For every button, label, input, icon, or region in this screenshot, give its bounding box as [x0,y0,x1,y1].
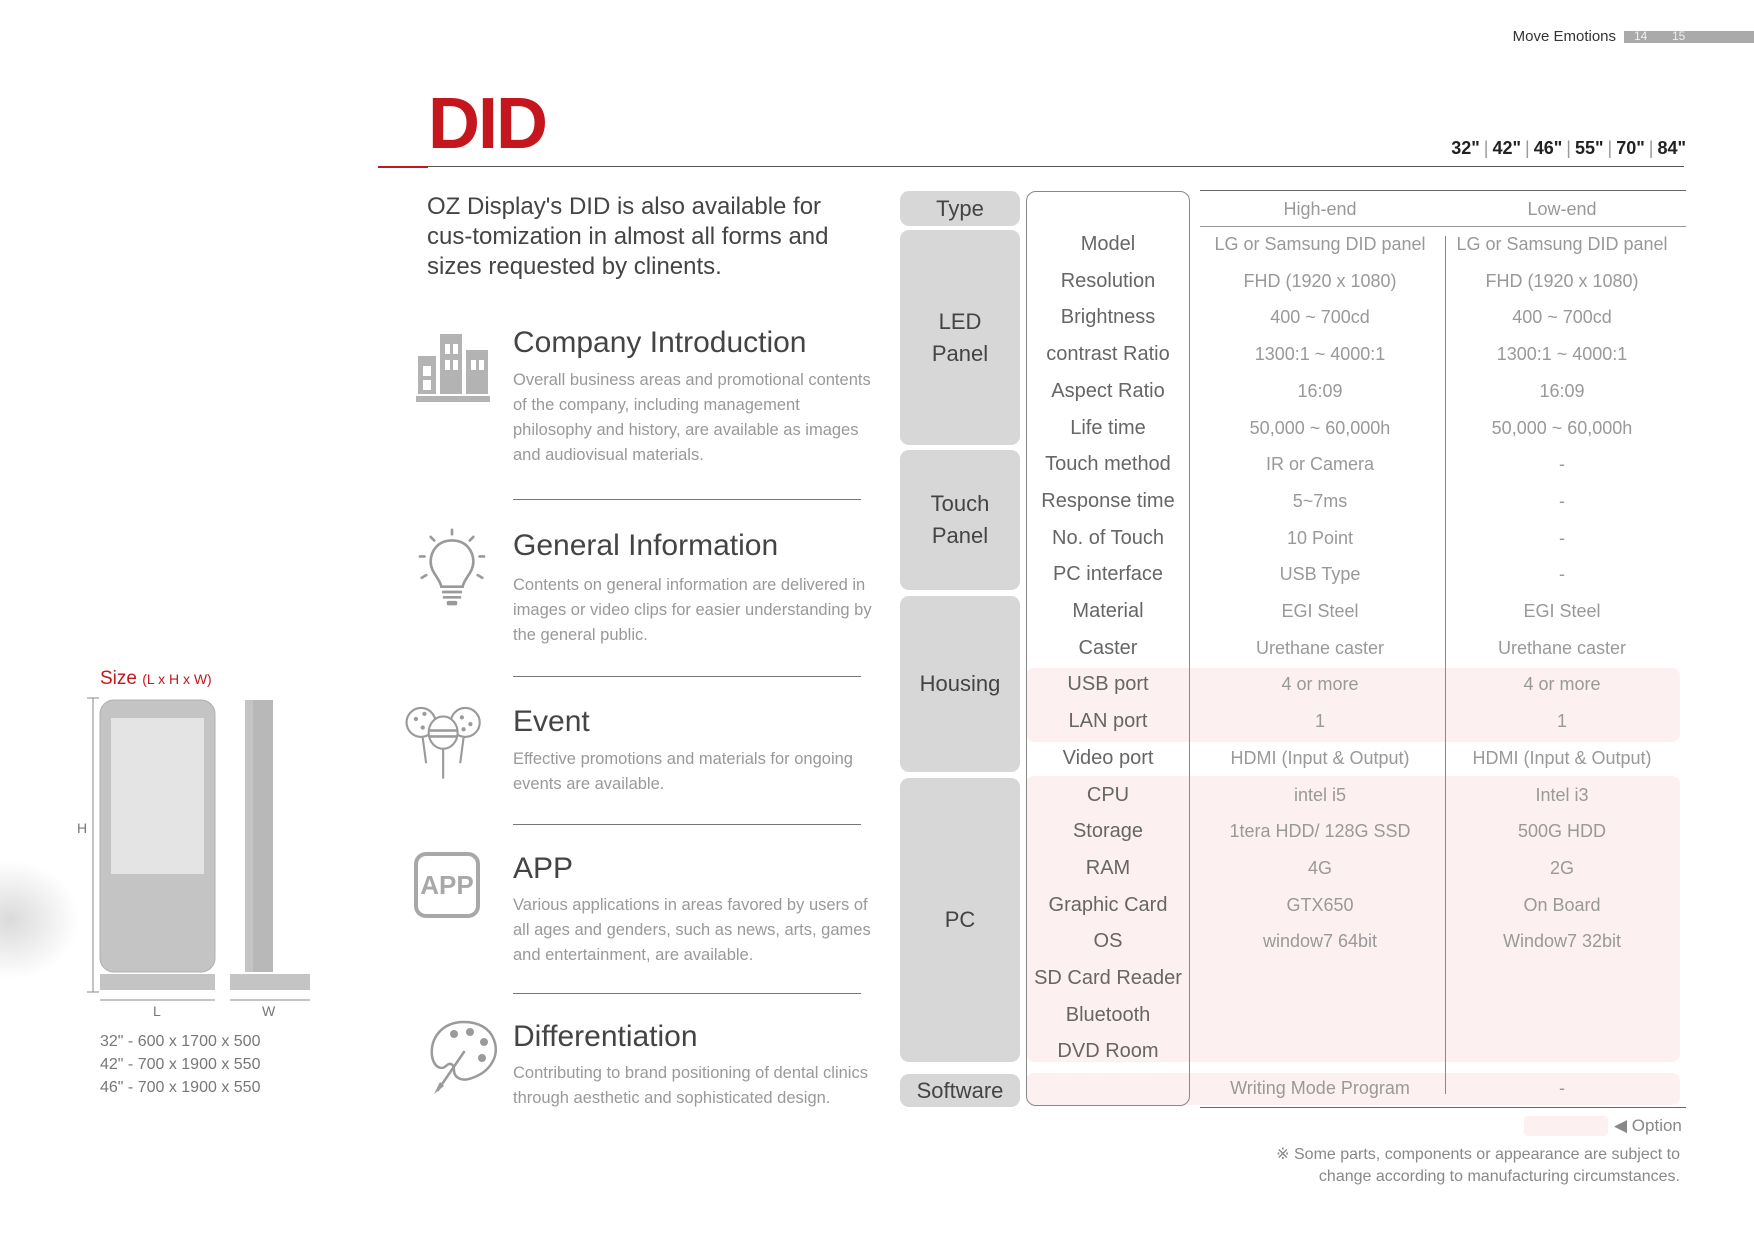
size-option: 32" [1451,138,1480,158]
size-option: 46" [1533,138,1563,158]
category-software: Software [900,1074,1020,1107]
option-legend: ◀ Option [1614,1116,1682,1135]
lightbulb-icon [412,528,492,608]
spec-row-label: PC interface [1052,563,1164,585]
spec-row-label: Material [1072,600,1144,622]
spec-cell-low-end: EGI Steel [1523,601,1601,621]
spec-row-label: LAN port [1068,710,1148,732]
feature-title: General Information [513,529,779,562]
feature-description: Overall business areas and promotional contents of the company, including management philosophy and history, are available as images and audiovisual materials. [513,371,871,464]
spec-row-label: Bluetooth [1065,1004,1151,1026]
spec-row-label: Video port [1062,747,1154,769]
feature-divider [513,676,861,677]
feature-title: Differentiation [513,1020,698,1053]
spec-cell-high-end: 16:09 [1297,381,1343,401]
spec-cell-high-end: 4 or more [1281,674,1359,694]
spec-cell-high-end: 1tera HDD/ 128G SSD [1229,821,1411,841]
disclaimer-line: change according to manufacturing circumstances. [1318,1168,1680,1185]
dimension-w: W [262,1003,276,1019]
feature-title: Company Introduction [513,326,807,359]
spec-cell-low-end [1447,960,1677,997]
spec-cell-high-end: LG or Samsung DID panel [1214,234,1426,254]
spec-cell-low-end: 1 [1556,711,1567,731]
spec-cell-high-end [1205,960,1435,997]
spec-cell-low-end: 4 or more [1523,674,1601,694]
spec-cell-low-end: 500G HDD [1517,821,1607,841]
spec-row-label [1026,1070,1190,1107]
column-header-low-end: Low-end [1527,199,1597,219]
feature-divider [513,824,861,825]
palette-icon [424,1016,504,1096]
spec-cell-high-end: 1300:1 ~ 4000:1 [1254,344,1386,364]
spec-cell-low-end: HDMI (Input & Output) [1472,748,1652,768]
feature-divider [513,499,861,500]
spec-cell-low-end: - [1559,564,1565,584]
kiosk-diagram [75,690,315,1020]
dimension-l: L [153,1003,161,1019]
spec-cell-low-end: 16:09 [1539,381,1585,401]
feature-description: Contents on general information are delivered in images or video clips for easier understanding by the general public. [513,576,872,644]
size-label-unit: (L x H x W) [142,671,212,687]
category-touch-panel: Touch Panel [900,450,1020,590]
spec-cell-low-end: - [1559,454,1565,474]
spec-row-label: Touch method [1045,453,1171,475]
title-accent-line [378,166,428,168]
feature-description: Various applications in areas favored by users of all ages and genders, such as news, arts, games and entertainment, are available. [513,896,871,964]
spec-cell-low-end: FHD (1920 x 1080) [1485,271,1639,291]
title-divider [428,166,1684,167]
intro-text: OZ Display's DID is also available for cus-tomization in almost all forms and sizes requested by clinents. [427,193,829,280]
category-type: Type [900,191,1020,226]
spec-row-label: Storage [1072,820,1144,842]
size-option: 70" [1616,138,1645,158]
page-number-left: 14 [1634,29,1648,43]
spec-cell-high-end [1205,997,1435,1034]
spec-row-label: Model [1080,233,1136,255]
spec-cell-low-end: 50,000 ~ 60,000h [1491,418,1633,438]
spec-cell-high-end: USB Type [1279,564,1361,584]
table-bottom-line [1200,1107,1686,1108]
size-list-item: 42" - 700 x 1900 x 550 [100,1056,261,1073]
spec-cell-low-end: - [1559,1078,1565,1098]
option-swatch [1524,1116,1608,1136]
spec-row-label: DVD Room [1057,1040,1159,1062]
spec-cell-high-end: intel i5 [1293,785,1347,805]
spec-row-label: Brightness [1060,306,1156,328]
spec-cell-low-end: 1300:1 ~ 4000:1 [1496,344,1628,364]
size-options: 32" | 42" | 46" | 55" | 70" | 84" [1451,138,1686,158]
spec-cell-low-end: 2G [1549,858,1574,878]
spec-row-label: Resolution [1060,270,1156,292]
spec-cell-high-end: 50,000 ~ 60,000h [1249,418,1391,438]
page-title: DID [428,84,546,164]
spec-cell-high-end: IR or Camera [1265,454,1375,474]
column-header-high-end: High-end [1283,199,1357,219]
spec-cell-low-end: - [1559,528,1565,548]
size-list-item: 46" - 700 x 1900 x 550 [100,1079,261,1096]
spec-row-label: USB port [1067,673,1149,695]
spec-cell-high-end: HDMI (Input & Output) [1230,748,1410,768]
spec-cell-low-end [1447,1033,1677,1070]
spec-cell-high-end: FHD (1920 x 1080) [1243,271,1397,291]
spec-cell-low-end: Intel i3 [1535,785,1589,805]
size-option: 42" [1492,138,1521,158]
feature-title: APP [513,852,574,885]
spec-cell-low-end: Window7 32bit [1502,931,1622,951]
spec-row-label: SD Card Reader [1034,967,1182,989]
category-housing: Housing [900,596,1020,772]
column-divider [1445,236,1446,1094]
spec-row-label: contrast Ratio [1046,343,1170,365]
building-icon [414,328,494,408]
category-pc: PC [900,778,1020,1062]
app-icon: APP [414,852,480,918]
spec-row-label: Response time [1041,490,1175,512]
spec-cell-high-end: GTX650 [1286,895,1354,915]
spec-cell-high-end [1205,1033,1435,1070]
dimension-h: H [77,820,88,836]
spec-row-label: Aspect Ratio [1051,380,1165,402]
shadow-decoration [0,860,80,980]
spec-cell-high-end: Writing Mode Program [1230,1078,1410,1098]
spec-row-label: Life time [1070,417,1146,439]
spec-cell-low-end [1447,997,1677,1034]
size-label-text: Size [100,668,137,689]
page-number-right: 15 [1672,29,1686,43]
size-label [100,668,212,690]
spec-row-label: No. of Touch [1052,527,1164,549]
spec-cell-low-end: - [1559,491,1565,511]
feature-title: Event [513,705,590,738]
feature-description: Effective promotions and materials for ongoing events are available. [513,750,853,793]
brand-tagline: Move Emotions [1512,28,1616,45]
spec-row-label: RAM [1085,857,1131,879]
balloons-icon [404,702,484,782]
spec-row-label: Graphic Card [1048,894,1168,916]
spec-row-label: Caster [1078,637,1138,659]
spec-cell-low-end: LG or Samsung DID panel [1456,234,1668,254]
size-option: 84" [1657,138,1686,158]
spec-cell-high-end: 10 Point [1286,528,1354,548]
spec-cell-high-end: Urethane caster [1255,638,1385,658]
spec-cell-low-end: On Board [1523,895,1601,915]
feature-divider [513,993,861,994]
feature-description: Contributing to brand positioning of dental clinics through aesthetic and sophisticated design. [513,1064,868,1107]
spec-cell-high-end: EGI Steel [1281,601,1359,621]
spec-cell-high-end: 5~7ms [1292,491,1348,511]
spec-row-label: OS [1093,930,1123,952]
spec-cell-low-end: Urethane caster [1497,638,1627,658]
category-led-panel: LED Panel [900,230,1020,445]
size-list [100,1030,260,1099]
size-list-item: 32" - 600 x 1700 x 500 [100,1033,261,1050]
disclaimer-line: ※ Some parts, components or appearance are subject to [1276,1146,1680,1163]
spec-cell-high-end: 1 [1314,711,1325,731]
disclaimer-note [1276,1144,1680,1188]
spec-row-label: CPU [1086,784,1130,806]
spec-cell-high-end: 400 ~ 700cd [1270,307,1370,327]
spec-cell-high-end: window7 64bit [1262,931,1378,951]
size-option: 55" [1574,138,1604,158]
spec-cell-low-end: 400 ~ 700cd [1512,307,1612,327]
spec-cell-high-end: 4G [1307,858,1332,878]
